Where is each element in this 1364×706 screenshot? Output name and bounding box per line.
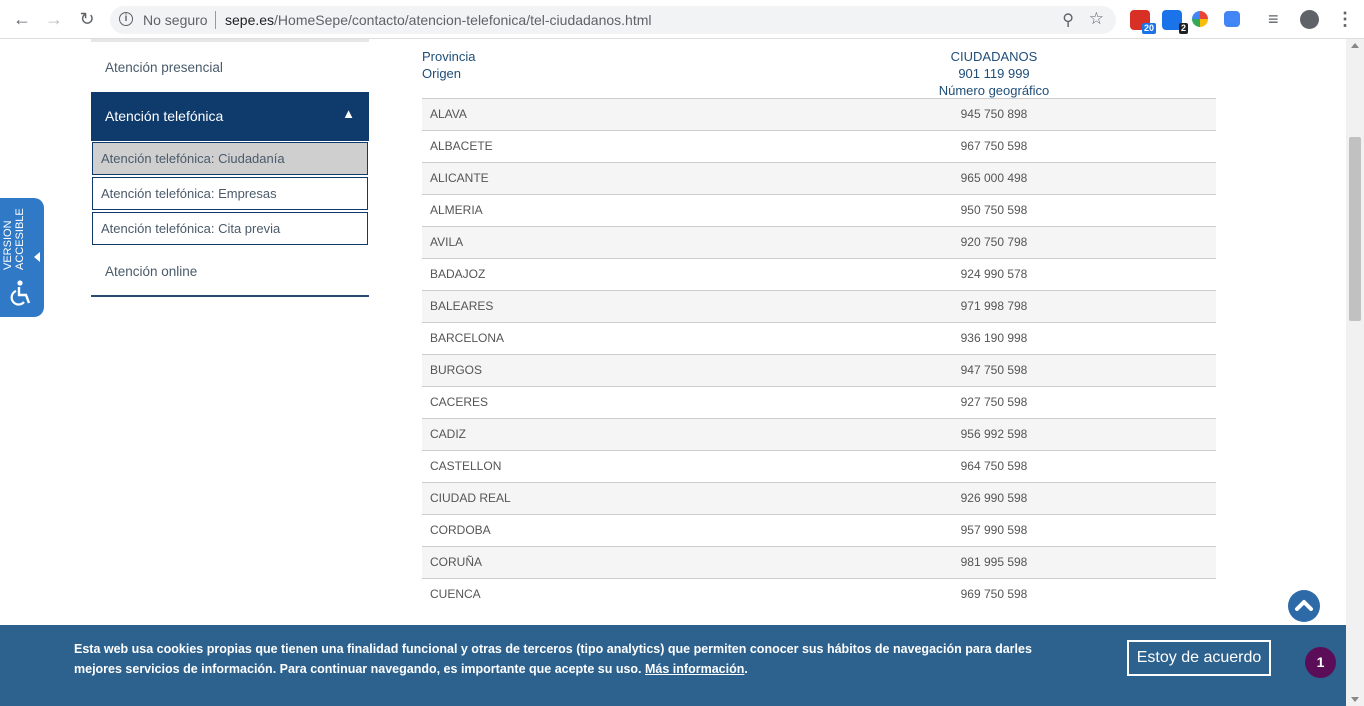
cell-telefono: 926 990 598 xyxy=(960,491,1028,505)
scroll-up-arrow-icon[interactable] xyxy=(1351,43,1359,48)
sidebar-divider xyxy=(91,295,369,297)
cell-telefono: 924 990 578 xyxy=(960,267,1028,281)
table-row xyxy=(422,194,1216,226)
cell-telefono: 957 990 598 xyxy=(960,523,1028,537)
sidebar-item-label: Atención telefónica xyxy=(105,108,224,124)
security-label: No seguro xyxy=(143,12,208,28)
expand-arrow-icon xyxy=(34,252,40,262)
cell-telefono: 956 992 598 xyxy=(960,427,1028,441)
cell-telefono: 947 750 598 xyxy=(960,363,1028,377)
reading-list-icon[interactable]: ≡ xyxy=(1268,9,1279,29)
cell-telefono: 981 995 598 xyxy=(960,555,1028,569)
scroll-to-top-button[interactable] xyxy=(1288,590,1320,622)
cell-provincia: BADAJOZ xyxy=(430,267,486,281)
cell-provincia: CORDOBA xyxy=(430,523,491,537)
table-row xyxy=(422,130,1216,162)
wheelchair-icon xyxy=(6,280,32,308)
cell-telefono: 971 998 798 xyxy=(960,299,1028,313)
chevron-up-icon: ▲ xyxy=(342,106,355,121)
table-row xyxy=(422,162,1216,194)
table-header-provincia: Provincia Origen xyxy=(422,49,476,81)
cell-provincia: CUENCA xyxy=(430,587,481,601)
cell-provincia: AVILA xyxy=(430,235,464,249)
cell-telefono: 927 750 598 xyxy=(960,395,1028,409)
cell-provincia: ALBACETE xyxy=(430,139,493,153)
table-row xyxy=(422,546,1216,578)
cell-telefono: 920 750 798 xyxy=(960,235,1028,249)
accept-cookies-button[interactable]: Estoy de acuerdo xyxy=(1127,640,1271,676)
extension-1-icon[interactable]: 20 xyxy=(1130,10,1150,30)
cell-provincia: ALMERIA xyxy=(430,203,483,217)
accessible-version-tab[interactable] xyxy=(0,198,44,317)
more-info-link[interactable]: Más información xyxy=(645,662,745,676)
table-row xyxy=(422,482,1216,514)
table-header-ciudadanos: CIUDADANOS 901 119 999 Número geográfico xyxy=(938,49,1050,98)
url-text[interactable]: sepe.es/HomeSepe/contacto/atencion-telefonica/tel-ciudadanos.html xyxy=(225,12,652,28)
table-row xyxy=(422,322,1216,354)
address-separator xyxy=(215,11,216,29)
sidebar-item-presencial[interactable]: Atención presencial xyxy=(105,60,223,75)
table-row xyxy=(422,450,1216,482)
cell-provincia: ALICANTE xyxy=(430,171,489,185)
cell-provincia: CORUÑA xyxy=(430,555,483,569)
browser-toolbar xyxy=(0,0,1364,39)
sidebar-subitem-ciudadania[interactable]: Atención telefónica: Ciudadanía xyxy=(92,142,368,175)
cell-provincia: CADIZ xyxy=(430,427,466,441)
cell-telefono: 950 750 598 xyxy=(960,203,1028,217)
cell-telefono: 945 750 898 xyxy=(960,107,1028,121)
table-row xyxy=(422,226,1216,258)
extension-3-icon[interactable] xyxy=(1192,11,1208,27)
sidebar-item-telefonica[interactable] xyxy=(91,92,369,141)
sidebar-top-border xyxy=(91,39,369,42)
table-row xyxy=(422,290,1216,322)
table-row xyxy=(422,578,1216,610)
cell-telefono: 936 190 998 xyxy=(960,331,1028,345)
reload-icon[interactable]: ↻ xyxy=(79,9,95,29)
notification-badge[interactable]: 1 xyxy=(1305,647,1336,678)
zoom-icon[interactable]: ⚲ xyxy=(1062,12,1074,29)
table-row xyxy=(422,418,1216,450)
table-row xyxy=(422,354,1216,386)
scrollbar-thumb[interactable] xyxy=(1349,137,1361,321)
table-row xyxy=(422,514,1216,546)
table-row xyxy=(422,386,1216,418)
chevron-up-icon xyxy=(1288,590,1320,622)
cell-provincia: CASTELLON xyxy=(430,459,502,473)
cell-provincia: ALAVA xyxy=(430,107,467,121)
menu-icon[interactable]: ⋮ xyxy=(1336,9,1354,29)
cell-telefono: 965 000 498 xyxy=(960,171,1028,185)
table-body xyxy=(422,98,1216,610)
sidebar-subitem-empresas[interactable]: Atención telefónica: Empresas xyxy=(92,177,368,210)
table-row xyxy=(422,258,1216,290)
cell-telefono: 969 750 598 xyxy=(960,587,1028,601)
back-icon[interactable]: ← xyxy=(13,9,31,29)
address-bar[interactable] xyxy=(110,6,1116,34)
translate-extension-icon[interactable] xyxy=(1224,11,1240,27)
cell-provincia: CACERES xyxy=(430,395,489,409)
bookmark-star-icon[interactable]: ☆ xyxy=(1088,9,1104,28)
scroll-down-arrow-icon[interactable] xyxy=(1351,697,1359,702)
sidebar-item-online[interactable]: Atención online xyxy=(105,264,198,279)
info-icon[interactable]: i xyxy=(119,12,133,26)
cell-provincia: BURGOS xyxy=(430,363,483,377)
cell-telefono: 967 750 598 xyxy=(960,139,1028,153)
table-row xyxy=(422,98,1216,130)
cookie-banner xyxy=(0,625,1346,706)
accessible-version-label: VERSION ACCESIBLE xyxy=(2,208,26,270)
extension-2-icon[interactable]: 2 xyxy=(1162,10,1182,30)
cell-provincia: BALEARES xyxy=(430,299,494,313)
page-scrollbar[interactable] xyxy=(1346,39,1364,706)
cell-provincia: BARCELONA xyxy=(430,331,505,345)
cell-telefono: 964 750 598 xyxy=(960,459,1028,473)
cell-provincia: CIUDAD REAL xyxy=(430,491,511,505)
profile-avatar[interactable] xyxy=(1300,10,1319,29)
sidebar-subitem-cita-previa[interactable]: Atención telefónica: Cita previa xyxy=(92,212,368,245)
forward-icon[interactable]: → xyxy=(45,9,63,29)
cookie-message: Esta web usa cookies propias que tienen una finalidad funcional y otras de terceros (tipo analytics) que permiten conocer sus hábitos de navegación para darles mejores servicios de información. Para continuar navegando, es importante que acepte su uso. Más información. xyxy=(74,642,1032,676)
